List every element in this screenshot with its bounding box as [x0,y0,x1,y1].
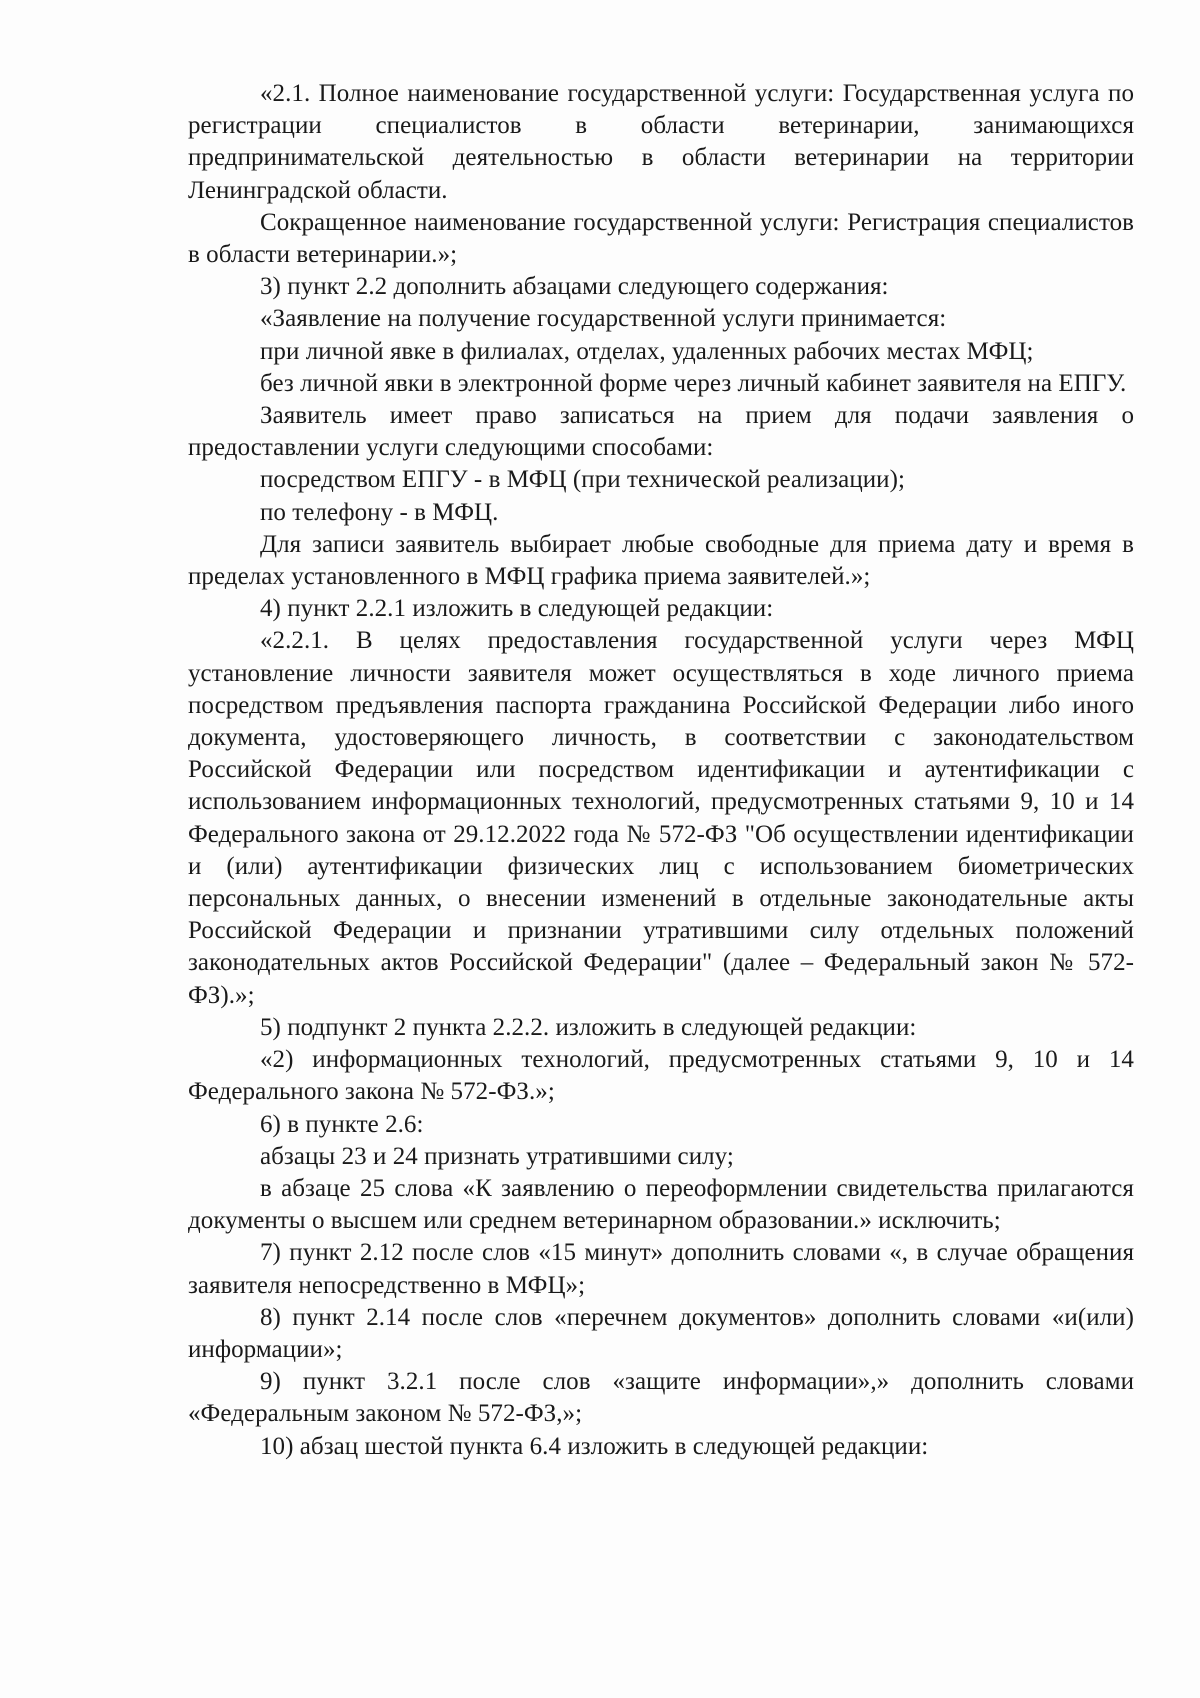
paragraph-item-5: 5) подпункт 2 пункта 2.2.2. изложить в следующей редакции: [260,1013,917,1041]
paragraph-electronic: без личной явки в электронной форме через личный кабинет заявителя на ЕПГУ. [260,369,1127,397]
paragraph-via-epgu: посредством ЕПГУ - в МФЦ (при технической реализации); [260,466,905,494]
paragraph-abzac-25: в абзаце 25 слова «К заявлению о переоформлении свидетельства прилагаются документы о высшем или среднем ветеринарном образовании.» исключить; [188,1174,1134,1235]
paragraph-application-accepted: «Заявление на получение государственной услуги принимается: [260,305,947,333]
paragraph-item-6: 6) в пункте 2.6: [260,1110,424,1138]
paragraph-2-2-1: «2.2.1. В целях предоставления государственной услуги через МФЦ установление личности заявителя может осуществляться в ходе личного приема посредством предъявления паспорта гражданина Российской Федерации либо иного документа, удостоверяющего личность, в соответствии с законодательством Российской Федерации или посредством идентификации и аутентификации с использованием информационных технологий, предусмотренных статьями 9, 10 и 14 Федерального закона от 29.12.2022 года № 572-ФЗ "Об осуществлении идентификации и (или) аутентификации физических лиц с использованием биометрических персональных данных, о внесении изменений в отдельные законодательные акты Российской Федерации и признании утратившими силу отдельных положений законодательных актов Российской Федерации" (далее – Федеральный закон № 572-ФЗ).»; [188,627,1134,1009]
paragraph-item-7: 7) пункт 2.12 после слов «15 минут» дополнить словами «, в случае обращения заявителя непосредственно в МФЦ»; [188,1239,1134,1299]
paragraph-item-3: 3) пункт 2.2 дополнить абзацами следующего содержания: [260,273,889,301]
paragraph-subitem-2: «2) информационных технологий, предусмотренных статьями 9, 10 и 14 Федерального закона № 572-ФЗ.»; [188,1046,1134,1106]
paragraph-item-10: 10) абзац шестой пункта 6.4 изложить в следующей редакции: [260,1432,929,1460]
paragraph-choose-time: Для записи заявитель выбирает любые свободные для приема дату и время в пределах установленного в МФЦ графика приема заявителей.»; [188,530,1134,591]
paragraph-in-person: при личной явке в филиалах, отделах, удаленных рабочих местах МФЦ; [260,337,1034,365]
paragraph-abzacy-23-24: абзацы 23 и 24 признать утратившими силу; [260,1142,734,1170]
paragraph-item-8: 8) пункт 2.14 после слов «перечнем документов» дополнить словами «и(или) информации»; [188,1303,1134,1363]
paragraph-2-1-full-name: «2.1. Полное наименование государственной услуги: Государственная услуга по регистрации специалистов в области ветеринарии, занимающихся предпринимательской деятельностью в области ветеринарии на территории Ленинградской области. [188,80,1134,204]
paragraph-appointment-right: Заявитель имеет право записаться на прием для подачи заявления о предоставлении услуги следующими способами: [188,402,1134,462]
paragraph-item-4: 4) пункт 2.2.1 изложить в следующей редакции: [260,595,774,623]
paragraph-short-name: Сокращенное наименование государственной услуги: Регистрация специалистов в области ветеринарии.»; [188,208,1134,269]
paragraph-by-phone: по телефону - в МФЦ. [260,498,499,526]
document-body [188,78,1134,1463]
paragraph-item-9: 9) пункт 3.2.1 после слов «защите информации»,» дополнить словами «Федеральным законом № 572-ФЗ,»; [188,1368,1134,1428]
